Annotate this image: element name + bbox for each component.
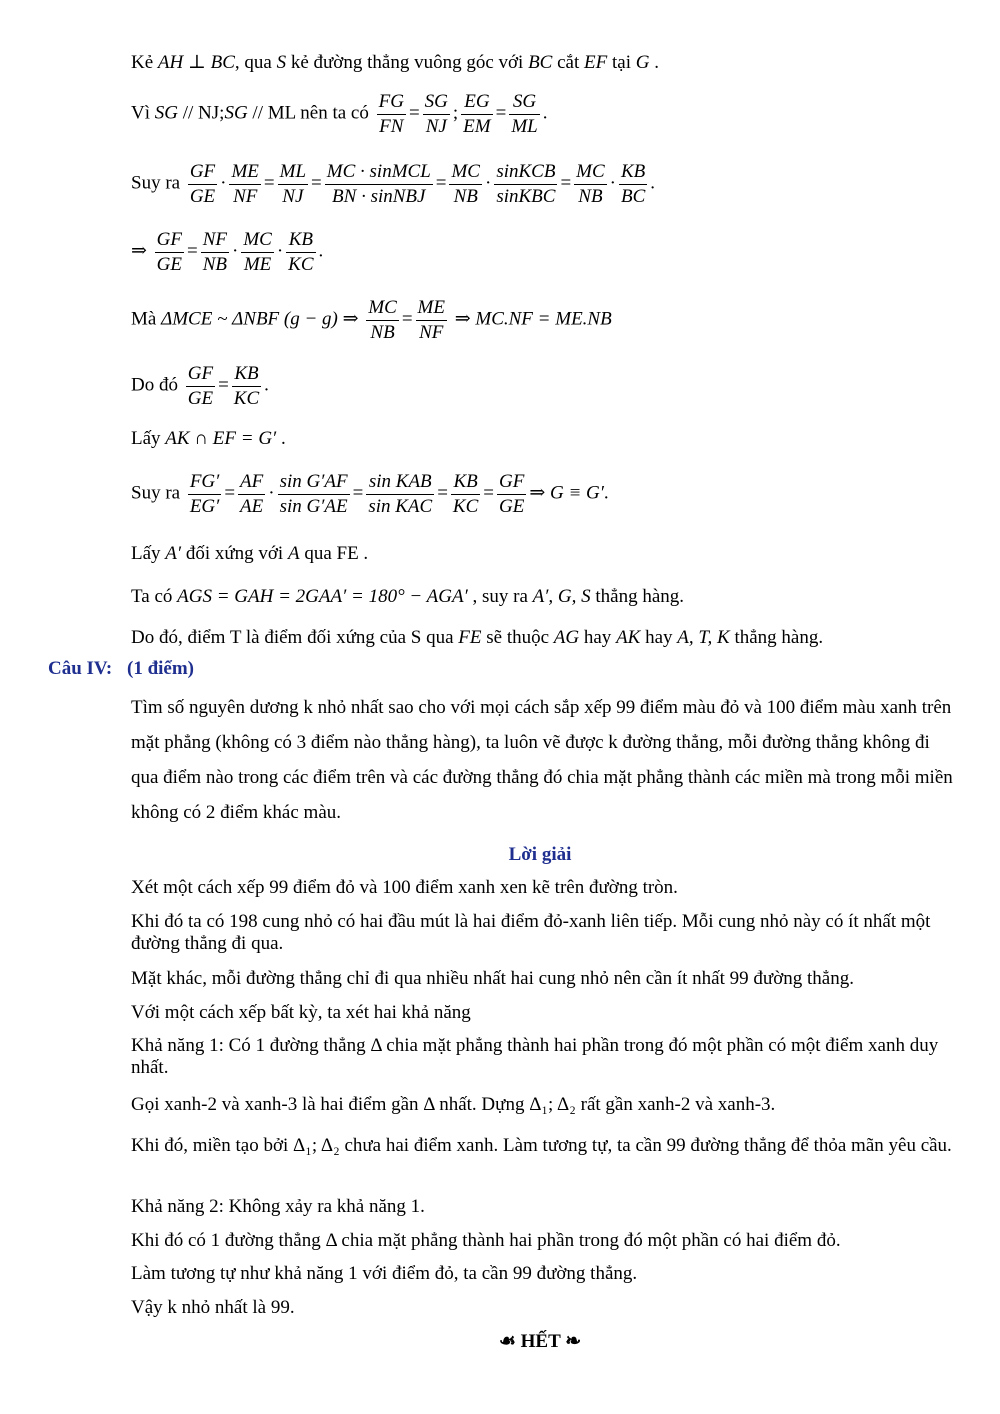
solution-paragraph: Vậy k nhỏ nhất là 99.	[131, 1297, 295, 1318]
geom-line-4: ⇒ $\frac{GF}{GE}$ = $\frac{NF}{NB}$ · $\frac{MC}{ME}$ · $\frac{KB}{KC}$ .	[131, 229, 324, 275]
geom-line-3: Suy ra $\frac{GF}{GE}$ · $\frac{ME}{NF}$ = $\frac{ML}{NJ}$ = $\frac{\text{MC · sinMCL}}{\text{BN · sinNBJ}}$ = $\frac{MC}{NB}$ · $\frac{\text{sinKCB}}{\text{sinKBC}}$ = $\frac{MC}{NB}$ · $\frac{KB}{BC}$ .	[131, 161, 656, 207]
geom-line-2: Vì SG // NJ;SG // ML nên ta có $\frac{FG}{FN}$ = $\frac{SG}{NJ}$ ; $\frac{EG}{EM}$ = $\frac{SG}{ML}$ .	[131, 91, 548, 137]
solution-paragraph: Xét một cách xếp 99 điểm đỏ và 100 điểm xanh xen kẽ trên đường tròn.	[131, 877, 678, 898]
geom-line-10: Ta có AGS = GAH = 2GAA′ = 180° − AGA′ , suy ra A′, G, S thẳng hàng.	[131, 586, 685, 607]
solution-paragraph: Mặt khác, mỗi đường thẳng chỉ đi qua nhiều nhất hai cung nhỏ nên cần ít nhất 99 đường thẳng.	[131, 968, 854, 989]
problem-statement: Tìm số nguyên dương k nhỏ nhất sao cho với mọi cách sắp xếp 99 điểm màu đỏ và 100 điểm màu xanh trên mặt phẳng (không có 3 điểm nào thẳng hàng), ta luôn vẽ được k đường thẳng, mỗi đường thẳng không đi qua điểm nào trong các điểm trên và các đường thẳng đó chia mặt phẳng thành các miền mà trong mỗi miền không có 2 điểm khác màu.	[131, 697, 953, 823]
solution-paragraph: Với một cách xếp bất kỳ, ta xét hai khả năng	[131, 1002, 471, 1023]
fraction: $\frac{SG}{ML}$	[511, 91, 538, 137]
solution-paragraph: Khi đó có 1 đường thẳng Δ chia mặt phẳng thành hai phần trong đó một phần có hai điểm đỏ.	[131, 1230, 841, 1251]
geom-line-11: Do đó, điểm T là điểm đối xứng của S qua FE sẽ thuộc AG hay AK hay A, T, K thẳng hàng.	[131, 627, 824, 648]
fraction: $\frac{SG}{NJ}$	[424, 91, 448, 137]
geom-line-1: Kẻ AH ⊥ BC, qua S kẻ đường thẳng vuông góc với BC cắt EF tại G .	[131, 52, 659, 73]
solution-paragraph: Làm tương tự như khả năng 1 với điểm đỏ, ta cần 99 đường thẳng.	[131, 1263, 638, 1284]
geom-line-9: Lấy A′ đối xứng với A qua FE .	[131, 543, 369, 564]
fraction: $\frac{EG}{EM}$	[463, 91, 491, 137]
geom-line-6: Do đó $\frac{GF}{GE}$ = $\frac{KB}{KC}$ .	[131, 363, 269, 409]
solution-paragraph: Khả năng 2: Không xảy ra khả năng 1.	[131, 1196, 425, 1217]
question-header	[48, 658, 194, 680]
solution-paragraph: Khi đó, miền tạo bởi Δ₁; Δ₂ chưa hai điểm xanh. Làm tương tự, ta cần 99 đường thẳng để thỏa mãn yêu cầu.	[131, 1135, 952, 1156]
solution-paragraph: Khi đó ta có 198 cung nhỏ có hai đầu mút là hai điểm đỏ-xanh liên tiếp. Mỗi cung nhỏ này có ít nhất một đường thẳng đi qua.	[131, 911, 931, 954]
solution-paragraph: Khả năng 1: Có 1 đường thẳng Δ chia mặt phẳng thành hai phần trong đó một phần có một điểm xanh duy nhất.	[131, 1035, 939, 1078]
geom-line-8: Suy ra $\frac{FG'}{EG'}$ = $\frac{AF}{AE}$ · $\frac{\text{sin G′AF}}{\text{sin G′AE}}$ = $\frac{\text{sin KAB}}{\text{sin KAC}}$ = $\frac{KB}{KC}$ = $\frac{GF}{GE}$ ⇒ G ≡ G′.	[131, 471, 609, 517]
question-label: Câu IV:	[48, 658, 113, 679]
end-marker: ☙ HẾT ❧	[498, 1331, 582, 1352]
geom-line-5: Mà ΔMCE ~ ΔNBF (g − g) ⇒ $\frac{MC}{NB}$ = $\frac{ME}{NF}$ ⇒ MC.NF = ME.NB	[131, 297, 612, 343]
fraction: $\frac{FG}{FN}$	[378, 91, 404, 137]
solution-title: Lời giải	[508, 844, 572, 865]
solution-paragraph: Gọi xanh-2 và xanh-3 là hai điểm gần Δ nhất. Dựng Δ₁; Δ₂ rất gần xanh-2 và xanh-3.	[131, 1094, 776, 1115]
question-points: (1 điểm)	[127, 658, 195, 679]
geom-line-7: Lấy AK ∩ EF = G′ .	[131, 428, 286, 449]
